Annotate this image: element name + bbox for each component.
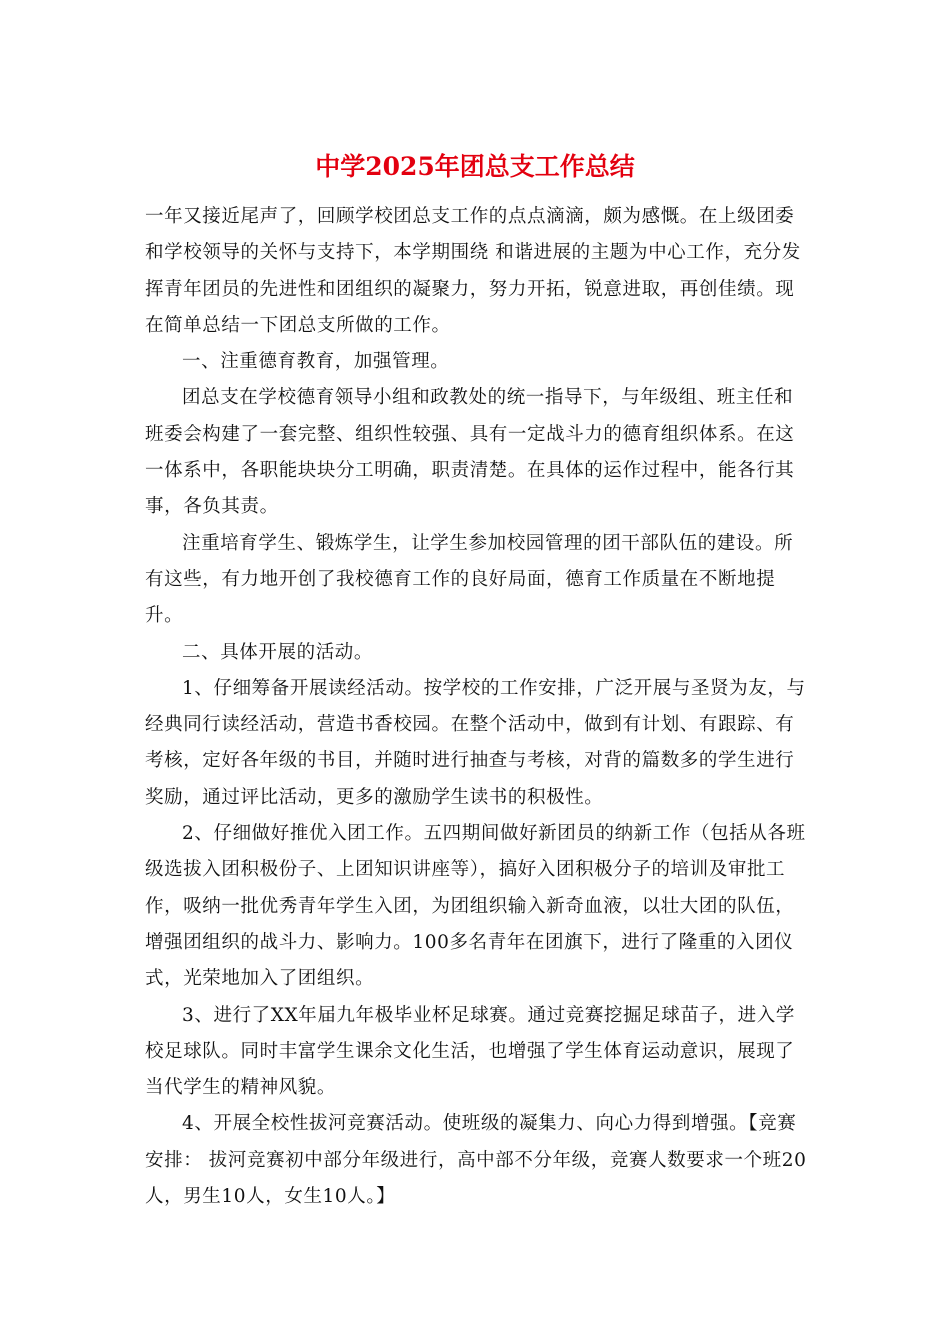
paragraph-intro: 一年又接近尾声了，回顾学校团总支工作的点点滴滴，颇为感慨。在上级团委和学校领导的关怀与支持下，本学期围绕 和谐进展的主题为中心工作，充分发挥青年团员的先进性和团组织的凝聚力，努力开拓，锐意进取，再创佳绩。现在简单总结一下团总支所做的工作。: [145, 206, 801, 336]
paragraph-activity-league-recruitment: 2、仔细做好推优入团工作。五四期间做好新团员的纳新工作（包括从各班级选拔入团积极份子、上团知识讲座等），搞好入团积极分子的培训及审批工作，吸纳一批优秀青年学生入团，为团组织输入新奇血液，以壮大团的队伍，增强团组织的战斗力、影响力。100多名青年在团旗下，进行了隆重的入团仪式，光荣地加入了团组织。: [145, 823, 806, 990]
paragraph-activity-football: 3、进行了XX年届九年极毕业杯足球赛。通过竞赛挖掘足球苗子，进入学校足球队。同时丰富学生课余文化生活，也增强了学生体育运动意识，展现了当代学生的精神风貌。: [145, 1004, 795, 1099]
section-heading-activities: 二、具体开展的活动。: [182, 641, 374, 663]
paragraph-activity-tug-of-war: 4、开展全校性拔河竞赛活动。使班级的凝集力、向心力得到增强。【竞赛安排： 拔河竞赛初中部分年级进行，高中部不分年级，竞赛人数要求一个班20人，男生10人，女生10人。】: [145, 1113, 807, 1208]
paragraph-student-training: 注重培育学生、锻炼学生，让学生参加校园管理的团干部队伍的建设。所有这些，有力地开创了我校德育工作的良好局面，德育工作质量在不断地提升。: [145, 532, 794, 627]
document-title: 中学2025年团总支工作总结: [315, 152, 635, 181]
section-heading-moral-education: 一、注重德育教育，加强管理。: [182, 351, 450, 373]
paragraph-organization-system: 团总支在学校德育领导小组和政教处的统一指导下，与年级组、班主任和班委会构建了一套完整、组织性较强、具有一定战斗力的德育组织体系。在这一体系中，各职能块块分工明确，职责清楚。在具体的运作过程中，能各行其事，各负其责。: [145, 387, 795, 518]
paragraph-activity-reading: 1、仔细筹备开展读经活动。按学校的工作安排，广泛开展与圣贤为友，与经典同行读经活动，营造书香校园。在整个活动中，做到有计划、有跟踪、有考核，定好各年级的书目，并随时进行抽查与考核，对背的篇数多的学生进行奖励，通过评比活动，更多的激励学生读书的积极性。: [145, 677, 806, 808]
document-body: [145, 199, 810, 1215]
